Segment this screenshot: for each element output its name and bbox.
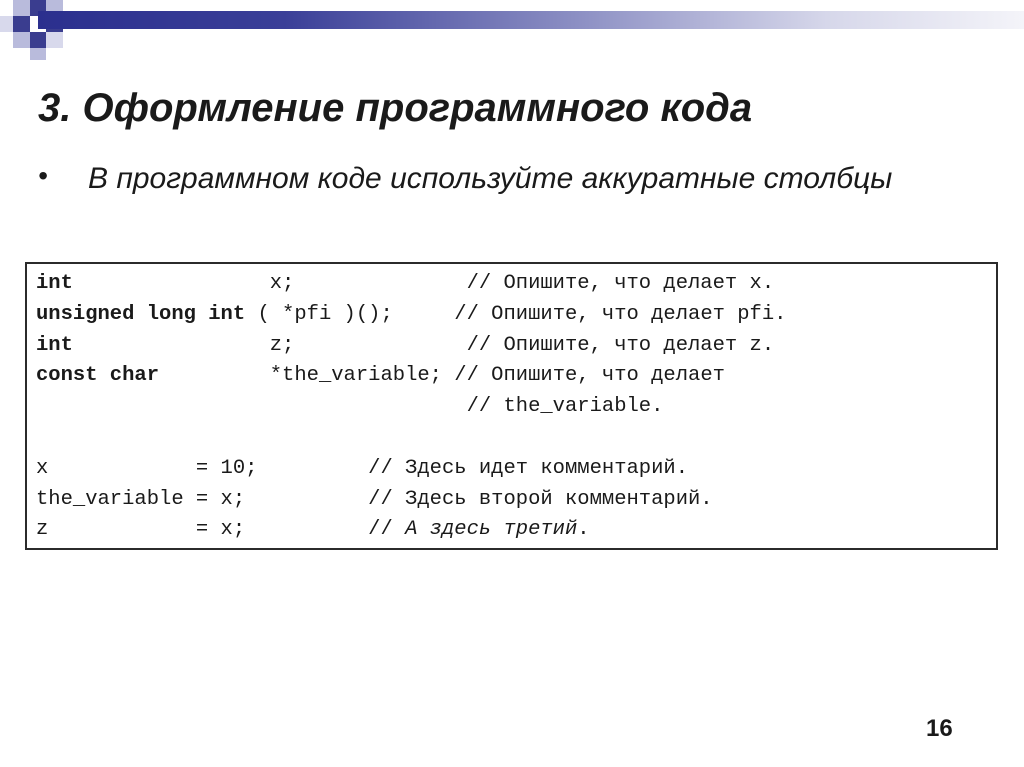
deco-square-9 [30,32,46,48]
code-line-8 [36,488,713,511]
code-listing [36,269,786,546]
code-keyword: const char [36,364,160,388]
deco-square-1 [13,0,30,16]
code-block [25,262,998,550]
deco-square-4 [0,16,13,32]
code-text: z = x; // [36,518,406,542]
code-text: *the_variable; // Опишите, что делает [159,364,725,388]
code-line-5 [36,395,663,418]
page-number: 16 [926,715,953,742]
code-text: ( *pfi )(); // Опишите, что делает pfi. [245,302,787,326]
code-line-4 [36,364,725,387]
code-line-9 [36,518,590,541]
deco-square-11 [30,48,46,60]
bullet-text: В программном коде используйте аккуратные столбцы [88,162,893,195]
code-text: // the_variable. [36,395,664,419]
bullet-marker: • [38,160,48,191]
header-banner [38,11,1024,29]
code-text: x; // Опишите, что делает x. [72,272,775,295]
deco-square-8 [13,32,30,48]
slide-title: 3. Оформление программного кода [38,86,753,130]
code-text: x = 10; // Здесь идет комментарий. [36,456,689,480]
code-keyword: unsigned long int [36,302,246,326]
code-text-tail: . [577,518,590,542]
deco-square-5 [13,16,30,32]
code-text: z; // Опишите, что делает z. [72,333,775,357]
code-keyword: int [36,272,73,295]
code-keyword: int [36,333,73,357]
deco-square-10 [46,32,63,48]
code-line-2 [36,303,786,326]
code-line-3 [36,334,774,357]
code-italic-comment: А здесь третий [405,518,578,542]
code-line-1 [36,272,774,295]
code-line-7 [36,457,688,480]
code-text: the_variable = x; // Здесь второй комментарий. [36,487,713,511]
